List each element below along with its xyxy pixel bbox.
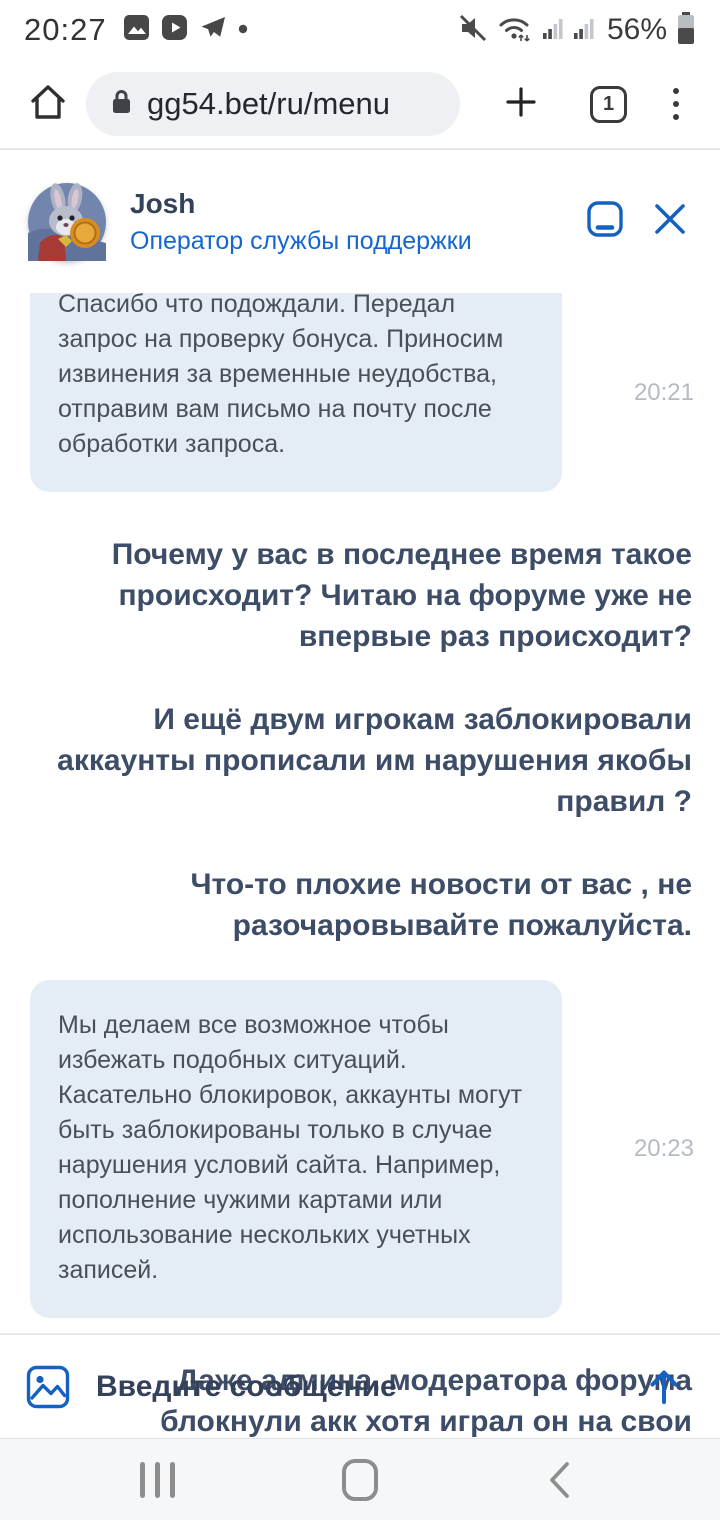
address-bar[interactable]	[86, 72, 460, 136]
status-bar	[0, 0, 720, 60]
agent-avatar	[28, 183, 106, 261]
message-timestamp: 20:23	[633, 1135, 694, 1162]
agent-message-row	[0, 980, 720, 1318]
notification-dot	[238, 21, 248, 39]
user-message-text: Даже админа, модератора форума блокнули акк хотя играл он на свои	[160, 1364, 692, 1438]
chat-message-area[interactable]	[0, 290, 720, 1438]
minimize-chat-button[interactable]	[586, 200, 624, 243]
agent-message-text: Мы делаем все возможное чтобы избежать подобных ситуаций. Касательно блокировок, аккаунты могут быть заблокированы только в случае нарушения условий сайта. Например, пополнение чужими картами или использование нескольких учетных записей.	[58, 1011, 523, 1284]
user-message-text: Что-то плохие новости от вас , не разочаровывайте пожалуйста.	[190, 868, 692, 942]
battery-icon	[676, 11, 696, 50]
tab-switcher-button[interactable]	[590, 86, 627, 123]
close-chat-button[interactable]	[652, 201, 688, 242]
user-message-text: И ещё двум игрокам заблокировали аккаунты прописали им нарушения якобы правил ?	[57, 703, 692, 818]
browser-toolbar	[0, 60, 720, 148]
message-input[interactable]	[96, 1370, 640, 1404]
agent-message-bubble	[30, 980, 562, 1318]
agent-message-row	[0, 290, 720, 492]
new-tab-button[interactable]	[502, 83, 540, 126]
home-nav-button[interactable]	[300, 1439, 420, 1520]
agent-message-text: Спасибо что подождали. Передал запрос на проверку бонуса. Приносим извинения за временные неудобства, отправим вам письмо на почту после обработки запроса.	[58, 290, 504, 458]
android-navigation-bar	[0, 1438, 720, 1520]
signal-icon-2	[573, 15, 595, 46]
browser-menu-button[interactable]	[673, 88, 679, 120]
telegram-notification-icon	[199, 14, 227, 46]
back-button[interactable]	[500, 1439, 620, 1520]
agent-message-bubble	[30, 290, 562, 492]
agent-role-link[interactable]: Оператор службы поддержки	[130, 226, 472, 255]
attach-image-button[interactable]	[24, 1363, 72, 1411]
wifi-icon	[497, 13, 533, 48]
tab-count: 1	[602, 92, 615, 115]
home-button[interactable]	[26, 80, 70, 129]
gallery-notification-icon	[123, 14, 150, 46]
agent-name: Josh	[130, 187, 196, 219]
battery-percent: 56%	[606, 13, 667, 46]
send-message-button[interactable]	[640, 1363, 688, 1411]
mute-icon	[458, 13, 488, 48]
message-timestamp: 20:21	[633, 378, 694, 406]
recents-button[interactable]	[97, 1439, 217, 1520]
chat-header	[0, 150, 720, 293]
youtube-notification-icon	[161, 14, 188, 46]
signal-icon	[542, 15, 564, 46]
user-message-text: Почему у вас в последнее время такое происходит? Читаю на форуме уже не впервые раз происходит?	[111, 538, 692, 653]
clock: 20:27	[24, 12, 107, 47]
lock-icon	[110, 88, 133, 120]
url-text: gg54.bet/ru/menu	[147, 86, 391, 121]
